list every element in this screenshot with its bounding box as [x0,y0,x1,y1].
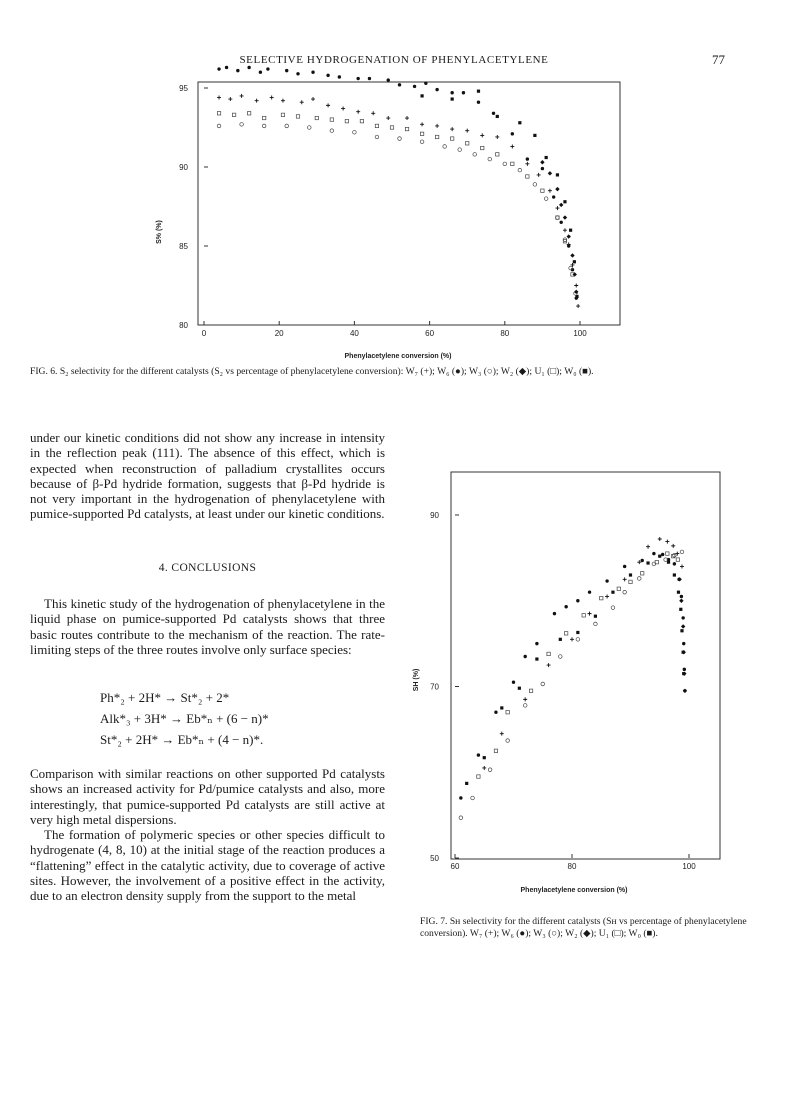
data-point-plus [658,537,662,541]
data-point-plus [671,544,675,548]
fig7-x-axis-label: Phenylacetylene conversion (%) [520,887,628,894]
data-point-square-filled [465,782,468,785]
data-point-plus [680,564,684,568]
data-point-dot [535,642,538,645]
section-heading-conclusions: 4. CONCLUSIONS [158,562,257,574]
fig7-y-axis-label: SH (%) [413,668,420,692]
data-point-dot [652,552,655,555]
paragraph: Comparison with similar reactions on other supported Pd catalysts shows an increased activity for Pd/pumice catalysts and also, more interestingly, that pumice-supported Pd catalysts are still active at very high metal dispersions. [30,766,385,827]
data-point-plus [547,663,551,667]
data-point-square-filled [535,657,538,660]
data-point-circle-open [623,590,627,594]
data-point-diamond [683,689,687,693]
data-point-square-open [641,572,644,575]
x-tick-label: 20 [274,329,284,338]
data-point-square-filled [673,573,676,576]
y-tick-label: 95 [179,84,188,93]
fig6-y-axis-label: S% (%) [156,220,163,244]
data-point-square-filled [679,608,682,611]
data-point-square-open [582,614,585,617]
data-point-square-filled [518,687,521,690]
fig7-plot-frame [451,472,720,859]
data-point-diamond [681,624,685,628]
data-point-circle-open [471,796,475,800]
data-point-plus [570,637,574,641]
data-point-square-filled [629,573,632,576]
data-point-dot [673,562,676,565]
data-point-dot [681,616,684,619]
data-point-dot [683,668,686,671]
y-tick-label: 50 [430,854,439,863]
data-point-square-filled [611,591,614,594]
data-point-circle-open [459,816,463,820]
x-tick-label: 80 [500,329,510,338]
y-tick-label: 80 [179,321,188,330]
data-point-square-filled [500,706,503,709]
data-point-dot [494,711,497,714]
data-point-square-filled [594,615,597,618]
data-point-dot [512,681,515,684]
equation-3: St*₂ + 2H* → Eb*ₙ + (4 − n)*. [100,732,264,747]
data-point-dot [459,796,462,799]
running-title: SELECTIVE HYDROGENATION OF PHENYLACETYLENE [239,54,549,66]
data-point-circle-open [673,554,677,558]
data-point-dot [553,612,556,615]
data-point-circle-open [523,704,527,708]
x-tick-label: 100 [573,329,587,338]
data-point-square-open [529,689,532,692]
x-tick-label: 100 [682,862,696,871]
data-point-diamond [679,599,683,603]
x-tick-label: 0 [201,329,207,338]
data-point-square-open [506,711,509,714]
data-point-square-filled [658,555,661,558]
data-point-plus [623,577,627,581]
equation-1: Ph*₂ + 2H* → St*₂ + 2* [100,690,230,705]
data-point-square-filled [680,629,683,632]
data-point-circle-open [576,638,580,642]
paragraph: The formation of polymeric species or other species difficult to hydrogenate (4, 8, 10) at the initial stage of the reaction produces a “flattening” effect in the catalytic activity, due to coverage of active sites. However, the involvement of a positive effect in the activity, due to an electron density supply from the support to the metal [30,827,385,904]
y-tick-label: 85 [179,242,188,251]
paragraph: This kinetic study of the hydrogenation of phenylacetylene in the liquid phase on pumice-supported Pd catalysts shows that three basic routes contribute to the mechanism of the reaction. The rate-limiting steps of the three routes involve only surface species: [30,596,385,657]
fig6-x-axis-label: Phenylacetylene conversion (%) [344,353,452,360]
equation-2: Alk*₃ + 3H* → Eb*ₙ + (6 − n)* [100,711,269,726]
data-point-circle-open [611,606,615,610]
x-tick-label: 40 [349,329,359,338]
data-point-square-open [666,552,669,555]
data-point-square-open [676,558,679,561]
data-point-square-open [547,652,550,655]
data-point-dot [564,605,567,608]
data-point-dot [588,590,591,593]
data-point-plus [646,545,650,549]
data-point-dot [605,579,608,582]
data-point-circle-open [637,577,641,581]
data-point-square-filled [677,591,680,594]
data-point-square-open [564,632,567,635]
data-point-circle-open [559,655,563,659]
data-point-square-open [494,749,497,752]
data-point-square-filled [646,561,649,564]
data-point-plus [523,697,527,701]
figure-7-caption: FIG. 7. Sʜ selectivity for the different catalysts (Sʜ vs percentage of phenylacetylene conversion). W₇ (+); W₆ (●); W₃ (○); W₂ (◆); U₁ (□); W₀ (■). [420,916,747,939]
data-point-circle-open [488,768,492,772]
y-tick-label: 90 [430,511,439,520]
data-point-dot [576,599,579,602]
data-point-square-open [617,587,620,590]
data-point-square-filled [559,638,562,641]
data-point-plus [588,612,592,616]
data-point-dot [524,655,527,658]
x-tick-label: 80 [567,862,577,871]
data-point-circle-open [541,682,545,686]
data-point-dot [477,753,480,756]
data-point-square-filled [576,631,579,634]
data-point-plus [482,766,486,770]
data-point-plus [500,732,504,736]
data-point-plus [605,594,609,598]
data-point-circle-open [680,550,684,554]
data-point-circle-open [594,622,598,626]
data-point-dot [661,553,664,556]
data-point-circle-open [506,739,510,743]
data-point-square-open [600,596,603,599]
data-point-square-open [477,775,480,778]
paragraph: under our kinetic conditions did not show any increase in intensity in the reflection peak (111). The absence of this effect, which is expected when reconstruction of palladium crystallites occurs because of β-Pd hydride formation, suggests that β-Pd hydride is not very important in the hydrogenation of phenylacetylene with pumice-supported Pd catalysts, at least under our kinetic conditions. [30,430,385,522]
data-point-dot [682,642,685,645]
y-tick-label: 70 [430,682,439,692]
data-point-square-filled [483,756,486,759]
x-tick-label: 60 [450,862,460,871]
data-point-dot [641,559,644,562]
data-point-dot [623,565,626,568]
data-point-square-filled [667,561,670,564]
data-point-diamond [677,577,681,581]
page-number: 77 [712,52,725,67]
data-point-dot [680,595,683,598]
figure-6-caption: FIG. 6. S₂ selectivity for the different catalysts (S₂ vs percentage of phenylacetylene conversion): W₇ (+); W₆ (●); W₃ (○); W₂ (◆); U₁ (□); W₀ (■). [30,366,594,377]
data-point-square-open [629,580,632,583]
x-tick-label: 60 [425,329,435,338]
data-point-plus [665,540,669,544]
y-tick-label: 90 [179,163,188,172]
